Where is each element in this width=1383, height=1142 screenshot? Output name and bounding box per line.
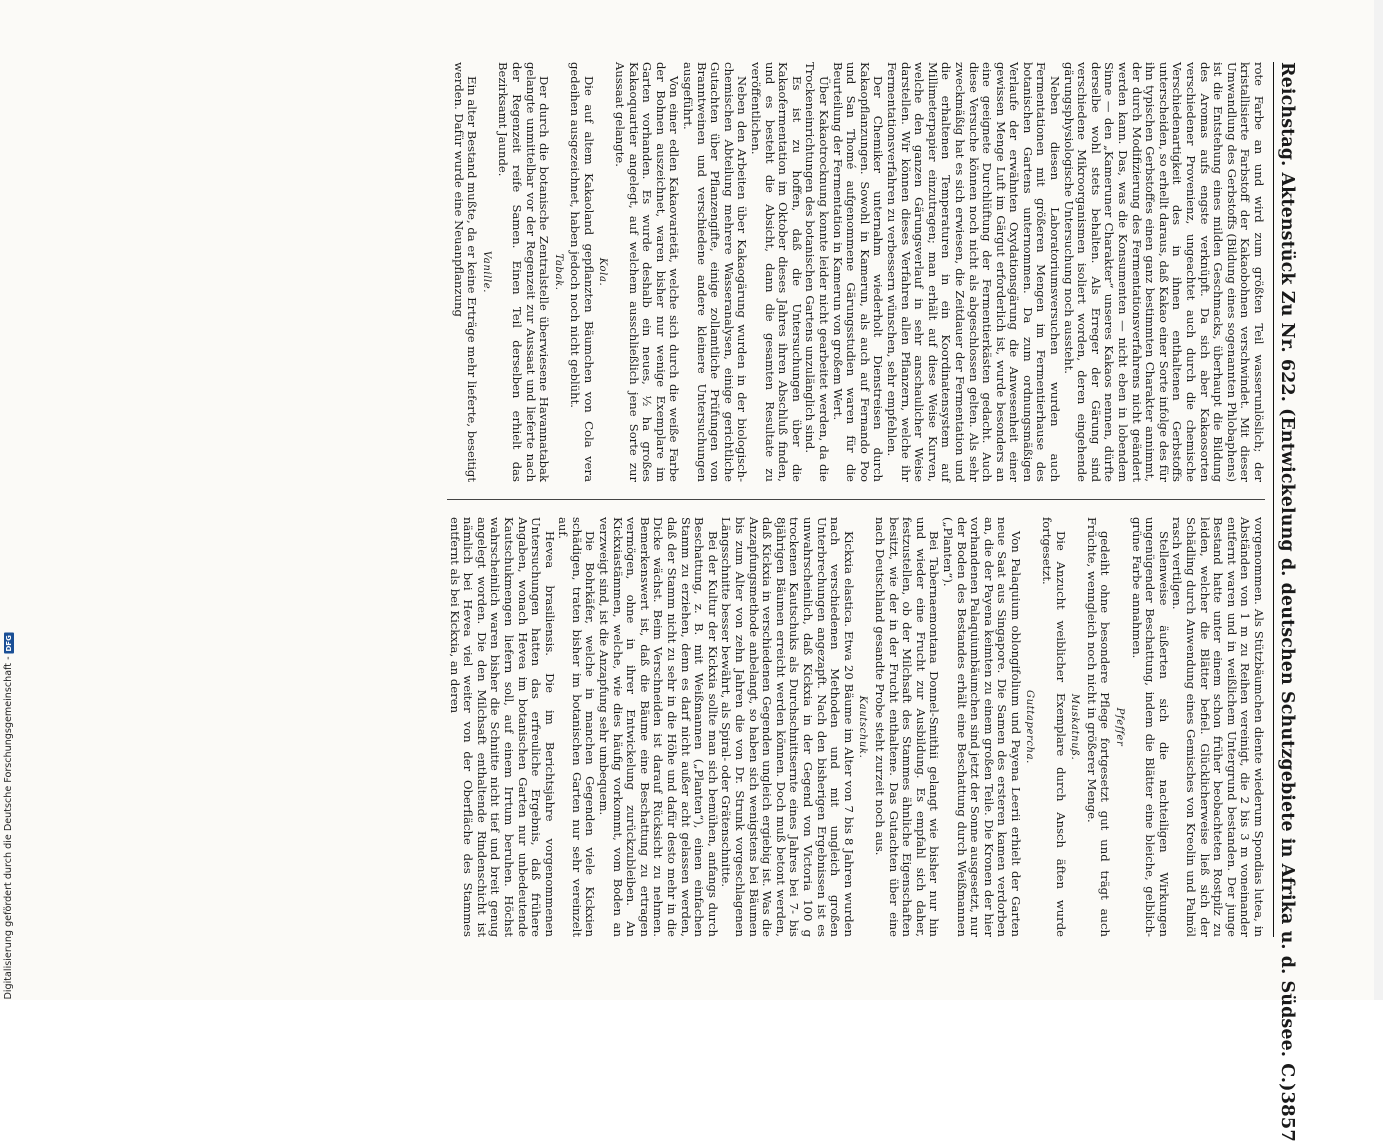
paragraph: Hevea brasiliensis. Die im Berichtsjahre vorgenommenen Untersuchungen hatten das erfreuliche Ergebnis, daß frühere Angaben, wonach Hevea im botanischen Garten nur unbedeutende Kautschukmengen liefern soll, auf einem Irrtum beruhen. Höchst wahrscheinlich waren bisher die Schnitte nicht tief und breit genug angelegt worden. Die den Milchsaft enthaltende Rindenschicht ist nämlich bei Hevea viel weiter von der Oberfläche des Stammes entfernt als bei Kickxia, an deren xyxy=(447,517,557,937)
section-heading-vanille: Vanille. xyxy=(480,250,492,294)
paragraph: Von einer edlen Kakaovarietät, welche sich durch die weiße Farbe der Bohnen auszeichnet, waren bisher nur wenige Exemplare im Garten vorhanden. Es wurde deshalb ein neues, ½ ha großes Kakaoquartier angelegt, auf welchem ausschließlich jene Sorte zur Aussaat gelangte. xyxy=(613,62,682,482)
paragraph: Bei Tabernaemontana Donnel-Smithii gelangt wie bisher nur hin und wieder eine Frucht zur Ausbildung. Es empfahl sich daher, festzustellen, ob der Milchsaft des Stammes ähnliche Eigenschaften besitzt, wie der in der Frucht enthaltene. Das Gutachten über eine nach Deutschland gesandte Probe steht zurzeit noch aus. xyxy=(872,517,942,937)
running-title: Reichstag. Aktenstück Zu Nr. 622. (Entwickelung d. deutschen Schutzgebiete in Afrika u. d. Südsee. C.) xyxy=(1277,62,1297,1092)
paragraph: Die Bohrkäfer, welche in manchen Gegenden viele Kickxien schädigen, traten bisher im botanischen Garten nur sehr vereinzelt auf. xyxy=(556,517,598,937)
left-column xyxy=(447,62,1265,482)
paragraph: rote Farbe an und wird zum größten Teil wasserunlöslich; der kristallisierte Farbstoff der Kakaobohnen verschwindet. Mit dieser Umwandlung des Gerbstoffs (Bildung eines sogenannten Phlobaphens) ist die Entstehung eines milden Geschmacks, überhaupt die Bildung des Aromas aufs engste verknüpft. Da sich aber Kakaosorten verschiedener Provenienz, ungeachtet auch durch die chemische Verschiedenartigkeit des in ihnen enthaltenen Gerbstoffs unterscheiden, so erhellt daraus, daß Kakao einer Sorte infolge des für ihn typischen Gerbstoffes einen ganz bestimmten Charakter annimmt, der durch Modifizierung des Fermentationsverfahrens nicht geändert werden kann. Das, was die Konsumenten — nicht eben in lobendem Sinne — den „Kameruner Charakter“ unseres Kakaos nennen, dürfte derselbe wohl stets behalten. Als Erreger der Gärung sind verschiedene Mikroorganismen isoliert worden, deren eingehende gärungsphysiologische Untersuchung noch aussteht. xyxy=(1061,62,1266,482)
paragraph: Neben den Arbeiten über Kakaogärung wurden in der biologisch-chemischen Abteilung mehrere Wasseranalysen, einige gerichtliche Gutachten über Pflanzengifte, einige zollamtliche Prüfungen von Branntweinen und verschiedene andere kleinere Untersuchungen ausgeführt. xyxy=(681,62,750,482)
paragraph: Der durch die botanische Zentralstelle überwiesene Havannatabak gelangte unmittelbar vor der Regenzeit zur Aussaat und lieferte nach der Regenzeit reife Samen. Einen Teil derselben erhielt das Bezirksamt Jaunde. xyxy=(496,62,552,482)
footer-text-wrap xyxy=(3,629,14,1000)
paragraph: Kickxia elastica. Etwa 20 Bäume im Alter von 7 bis 8 Jahren wurden nach verschiedenen Methoden und mit ungleich großen Unterbrechungen angezapft. Nach den bisherigen Ergebnissen ist es unwahrscheinlich, daß Kickxia in der Gegend von Victoria 100 g trockenen Kautschuks als Durchschnittsernte eines Jahres bei 7- bis 8jährigen Bäumen erreicht werden können. Doch muß betont werden, daß Kickxia in verschiedenen Gegenden ungleich ergiebig ist. Was die Anzapfungsmethode anbelangt, so haben sich wenigstens bei Bäumen bis zum Alter von zehn Jahren die von Dr. Strunk vorgeschlagenen Längsschnitte besser bewährt, als Spiral- oder Grätenschnitte. xyxy=(719,517,856,937)
paragraph: Bei der Kultur der Kickxia sollte man sich bemühen, anfangs durch Beschattung, z. B. mit Weißmannen („Planten“), einen einfachen Stamm zu erziehen, denn es darf nicht außer acht gelassen werden, daß der Stamm nicht zu sehr in die Höhe und dafür desto mehr in die Dicke wächst. Beim Verschneiden ist darauf Rücksicht zu nehmen. Bemerkenswert ist, daß die Bäume eine Beschattung zu ertragen vermögen, ohne in ihrer Entwickelung zurückzubleiben. An Kickxiastämmen, welche, wie dies häufig vorkommt, vom Boden an verzweigt sind, ist die Anzapfung sehr umbequem. xyxy=(597,517,720,937)
footer-text: Digitalisierung gefördert durch die Deutsche Forschungsgemeinschaft - xyxy=(2,656,14,1000)
digitization-footer xyxy=(0,470,16,1000)
page-number: 3857 xyxy=(1277,1091,1298,1142)
paragraph: Der Chemiker unternahm wiederholt Dienstreisen durch Kakaopflanzungen. Sowohl in Kamerun, als auch auf Fernando Poo und San Thomé aufgenommene Gärungsstudien waren für die Beurteilung der Fermentation in Kamerun von großem Wert. xyxy=(830,62,886,482)
column-divider xyxy=(447,499,1265,500)
paragraph: Ein alter Bestand mußte, da er keine Erträge mehr lieferte, beseitigt werden. Dafür wurde eine Neuanpflanzung xyxy=(451,62,480,482)
paragraph: vorgenommen. Als Stützbäumchen diente wiederum Spondias lutea, in Abständen von 1 m zu Reihen vereinigt, die 2 bis 3 m voneinander entfernt waren und in weißlichem Untergrund bestanden. Der junge Bestand hatte unter einem schon früher beobachteten Rostpilz zu leiden, welcher die Blätter befiel. Glücklicherweise ließ sich der Schädling durch Anwendung eines Gemisches von Kreolin und Palmöl rasch vertilgen. xyxy=(1170,517,1266,937)
paragraph: Die Anzucht weiblicher Exemplare durch Ansch äften wurde fortgesetzt. xyxy=(1040,517,1068,937)
paragraph: Stellenweise äußerten sich die nachteiligen Wirkungen ungenügender Beschattung, indem die Blätter eine bleiche, gelblich-grüne Farbe annahmen. xyxy=(1129,517,1171,937)
page-header xyxy=(1273,62,1298,1142)
paragraph: Es ist zu hoffen, daß die Untersuchungen über die Kakaofermentation im Oktober dieses Jahres ihren Abschluß finden, und es besteht die Absicht, dann die gesamten Resultate zu veröffentlichen. xyxy=(749,62,804,482)
section-heading-tabak: Tabak. xyxy=(552,253,564,291)
text-columns xyxy=(447,62,1265,937)
section-heading-kautschuk: Kautschuk. xyxy=(857,695,869,759)
paragraph: Von Palaquium oblongifolium und Payena Leerii erhielt der Garten neue Saat aus Singapore. Die Samen des ersteren kamen verdorben an, die der Payena keimten zu einem großen Teile. Die Kronen der hier vorhandenen Palaquiumbäumchen sind jetzt der Sonne ausgesetzt, nur der Boden des Bestandes erhält eine Beschattung durch Weißmannen („Planten“). xyxy=(940,517,1023,937)
section-heading-pfeffer: Pfeffer xyxy=(1114,707,1126,747)
dfg-logo-icon: DFG xyxy=(4,635,13,652)
right-column xyxy=(447,517,1265,937)
section-heading-guttapercha: Guttapercha. xyxy=(1024,690,1036,764)
page-body xyxy=(447,62,1298,1142)
scan-edge xyxy=(1374,0,1383,1000)
paragraph: Über Kakaotrocknung konnte leider nicht gearbeitet werden, da die Trockeneinrichtungen des botanischen Gartens unzulänglich sind. xyxy=(803,62,831,482)
paragraph: gedeiht ohne besondere Pflege fortgesetzt gut und trägt auch Früchte, wenngleich noch nicht in größerer Menge. xyxy=(1084,517,1113,937)
section-heading-kola: Kola. xyxy=(597,257,609,287)
paragraph: Neben diesen Laboratoriumsversuchen wurden auch Fermentationen mit größeren Mengen im Fermentierhause des botanischen Gartens unternommen. Da zum ordnungsmäßigen Verlaufe der erwähnten Oxydationsgärung die Anwesenheit einer gewissen Menge Luft im Gärgut erforderlich ist, wurde besonders an eine geeignete Durchlüftung der Fermentierkästen gedacht. Auch diese Versuche können noch nicht als abgeschlossen gelten. Als sehr zweckmäßig hat es sich erwiesen, die Zeitdauer der Fermentation und die erhaltenen Temperaturen in ein Koordinatensystem auf Millimeterpapier einzutragen; man erhält auf diese Weise Kurven, welche den ganzen Gärungsverlauf in sehr anschaulicher Weise darstellen. Wir können dieses Verfahren allen Pflanzern, welche ihr Fermentationsverfahren zu verbessern wünschen, sehr empfehlen. xyxy=(884,62,1063,482)
paragraph: Die auf altem Kakaoland gepflanzten Bäumchen von Cola vera gedeihen ausgezeichnet, haben jedoch noch nicht geblüht. xyxy=(568,62,596,482)
section-heading-muskatnuss: Muskatnuß. xyxy=(1069,693,1081,761)
